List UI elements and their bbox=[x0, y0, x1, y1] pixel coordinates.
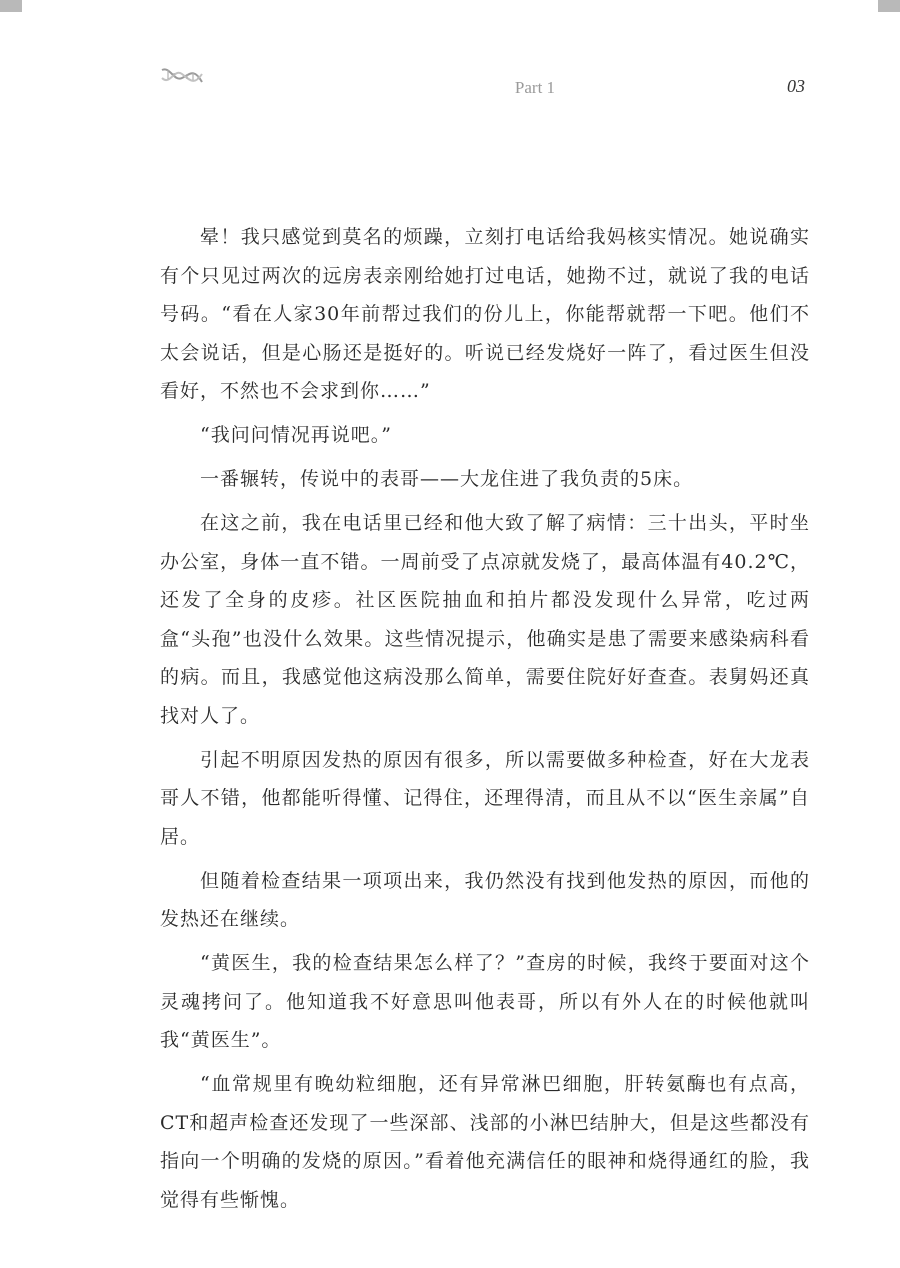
crop-mark-right bbox=[878, 0, 900, 12]
page-number: 03 bbox=[787, 76, 805, 96]
paragraph: 晕！我只感觉到莫名的烦躁，立刻打电话给我妈核实情况。她说确实有个只见过两次的远房表亲刚给她打过电话，她拗不过，就说了我的电话号码。“看在人家30年前帮过我们的份儿上，你能帮就帮一下吧。他们不太会说话，但是心肠还是挺好的。听说已经发烧好一阵了，看过医生但没看好，不然也不会求到你……” bbox=[160, 226, 810, 402]
running-head: Part 1 bbox=[514, 78, 556, 97]
paragraph: 引起不明原因发热的原因有很多，所以需要做多种检查，好在大龙表哥人不错，他都能听得懂、记得住，还理得清，而且从不以“医生亲属”自居。 bbox=[160, 748, 810, 848]
paragraph: 但随着检查结果一项项出来，我仍然没有找到他发热的原因，而他的发热还在继续。 bbox=[160, 869, 810, 930]
paragraph: 一番辗转，传说中的表哥——大龙住进了我负责的5床。 bbox=[200, 468, 694, 490]
paragraph: “我问问情况再说吧。” bbox=[200, 424, 392, 446]
paragraph: “血常规里有晚幼粒细胞，还有异常淋巴细胞，肝转氨酶也有点高，CT和超声检查还发现了一些深部、浅部的小淋巴结肿大，但是这些都没有指向一个明确的发烧的原因。”看着他充满信任的眼神和烧得通红的脸，我觉得有些惭愧。 bbox=[160, 1073, 810, 1211]
paragraph: “黄医生，我的检查结果怎么样了？”查房的时候，我终于要面对这个灵魂拷问了。他知道我不好意思叫他表哥，所以有外人在的时候他就叫我“黄医生”。 bbox=[160, 952, 810, 1051]
page-header bbox=[0, 58, 900, 118]
dna-helix-icon bbox=[160, 64, 204, 90]
paragraph: 在这之前，我在电话里已经和他大致了解了病情：三十出头，平时坐办公室，身体一直不错。一周前受了点凉就发烧了，最高体温有40.2℃，还发了全身的皮疹。社区医院抽血和拍片都没发现什么异常，吃过两盒“头孢”也没什么效果。这些情况提示，他确实是患了需要来感染病科看的病。而且，我感觉他这病没那么简单，需要住院好好查查。表舅妈还真找对人了。 bbox=[160, 512, 810, 727]
body-text bbox=[160, 218, 810, 1225]
crop-mark-left bbox=[0, 0, 22, 12]
